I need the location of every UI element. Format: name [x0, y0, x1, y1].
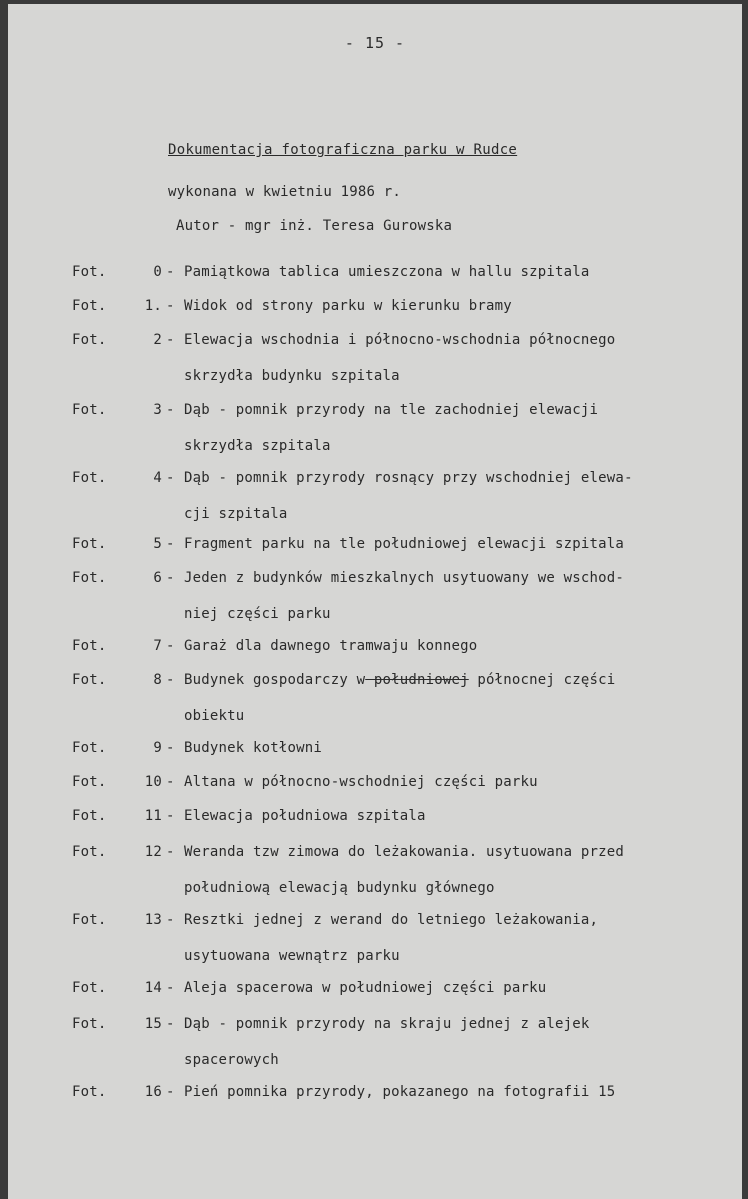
photo-label: Fot. [72, 298, 107, 314]
photo-dash: - [166, 912, 175, 928]
photo-number: 5 [153, 536, 162, 552]
photo-number: 14 [144, 980, 162, 996]
photo-label: Fot. [72, 536, 107, 552]
photo-dash: - [166, 402, 175, 418]
photo-label: Fot. [72, 808, 107, 824]
photo-description-tail: północnej części [468, 672, 616, 688]
photo-label: Fot. [72, 980, 107, 996]
photo-description: Garaż dla dawnego tramwaju konnego [184, 638, 478, 654]
photo-description-continued: skrzydła budynku szpitala [184, 368, 400, 384]
photo-label: Fot. [72, 740, 107, 756]
photo-dash: - [166, 672, 175, 688]
photo-number: 7 [153, 638, 162, 654]
document-author: Autor - mgr inż. Teresa Gurowska [176, 218, 453, 234]
photo-label: Fot. [72, 672, 107, 688]
photo-dash: - [166, 774, 175, 790]
photo-description: Weranda tzw zimowa do leżakowania. usytuowana przed [184, 844, 625, 860]
photo-dash: - [166, 638, 175, 654]
photo-description: Elewacja południowa szpitala [184, 808, 426, 824]
photo-description-continued: spacerowych [184, 1052, 279, 1068]
photo-description: Pień pomnika przyrody, pokazanego na fotografii 15 [184, 1084, 616, 1100]
photo-number: 9 [153, 740, 162, 756]
photo-number: 2 [153, 332, 162, 348]
photo-description: Jeden z budynków mieszkalnych usytuowany we wschod- [184, 570, 625, 586]
photo-dash: - [166, 298, 175, 314]
photo-description: Budynek gospodarczy w południowej północnej części [184, 672, 616, 688]
photo-number: 6 [153, 570, 162, 586]
photo-number: 1. [144, 298, 162, 314]
photo-description-continued: skrzydła szpitala [184, 438, 331, 454]
photo-description-continued: obiektu [184, 708, 245, 724]
photo-description: Aleja spacerowa w południowej części parku [184, 980, 547, 996]
photo-dash: - [166, 264, 175, 280]
photo-description: Dąb - pomnik przyrody na tle zachodniej elewacji [184, 402, 599, 418]
photo-number: 0 [153, 264, 162, 280]
photo-dash: - [166, 808, 175, 824]
photo-label: Fot. [72, 774, 107, 790]
photo-description: Fragment parku na tle południowej elewacji szpitala [184, 536, 625, 552]
photo-dash: - [166, 570, 175, 586]
photo-label: Fot. [72, 1016, 107, 1032]
photo-label: Fot. [72, 332, 107, 348]
document-subtitle: wykonana w kwietniu 1986 r. [168, 184, 401, 200]
photo-description: Resztki jednej z werand do letniego leżakowania, [184, 912, 599, 928]
photo-description: Widok od strony parku w kierunku bramy [184, 298, 512, 314]
photo-description: Elewacja wschodnia i północno-wschodnia północnego [184, 332, 616, 348]
photo-dash: - [166, 1084, 175, 1100]
photo-number: 4 [153, 470, 162, 486]
photo-dash: - [166, 740, 175, 756]
photo-number: 15 [144, 1016, 162, 1032]
photo-description-continued: usytuowana wewnątrz parku [184, 948, 400, 964]
document-page [8, 4, 742, 1199]
photo-description: Pamiątkowa tablica umieszczona w hallu szpitala [184, 264, 590, 280]
photo-label: Fot. [72, 912, 107, 928]
photo-description: Dąb - pomnik przyrody na skraju jednej z alejek [184, 1016, 590, 1032]
photo-number: 12 [144, 844, 162, 860]
photo-number: 10 [144, 774, 162, 790]
photo-dash: - [166, 1016, 175, 1032]
photo-number: 11 [144, 808, 162, 824]
photo-description-continued: niej części parku [184, 606, 331, 622]
photo-description-continued: południową elewacją budynku głównego [184, 880, 495, 896]
photo-dash: - [166, 980, 175, 996]
photo-dash: - [166, 470, 175, 486]
photo-number: 3 [153, 402, 162, 418]
photo-label: Fot. [72, 844, 107, 860]
photo-label: Fot. [72, 1084, 107, 1100]
photo-description: Budynek kotłowni [184, 740, 323, 756]
photo-label: Fot. [72, 402, 107, 418]
photo-dash: - [166, 536, 175, 552]
photo-number: 16 [144, 1084, 162, 1100]
photo-number: 8 [153, 672, 162, 688]
photo-description: Dąb - pomnik przyrody rosnący przy wschodniej elewa- [184, 470, 633, 486]
document-heading: Dokumentacja fotograficzna parku w Rudce [168, 142, 518, 158]
photo-description-continued: cji szpitala [184, 506, 288, 522]
photo-label: Fot. [72, 264, 107, 280]
photo-description: Altana w północno-wschodniej części parku [184, 774, 538, 790]
photo-label: Fot. [72, 638, 107, 654]
photo-label: Fot. [72, 470, 107, 486]
struck-text: południowej [365, 672, 469, 688]
page-number: - 15 - [344, 34, 406, 52]
photo-dash: - [166, 844, 175, 860]
photo-label: Fot. [72, 570, 107, 586]
photo-number: 13 [144, 912, 162, 928]
photo-dash: - [166, 332, 175, 348]
